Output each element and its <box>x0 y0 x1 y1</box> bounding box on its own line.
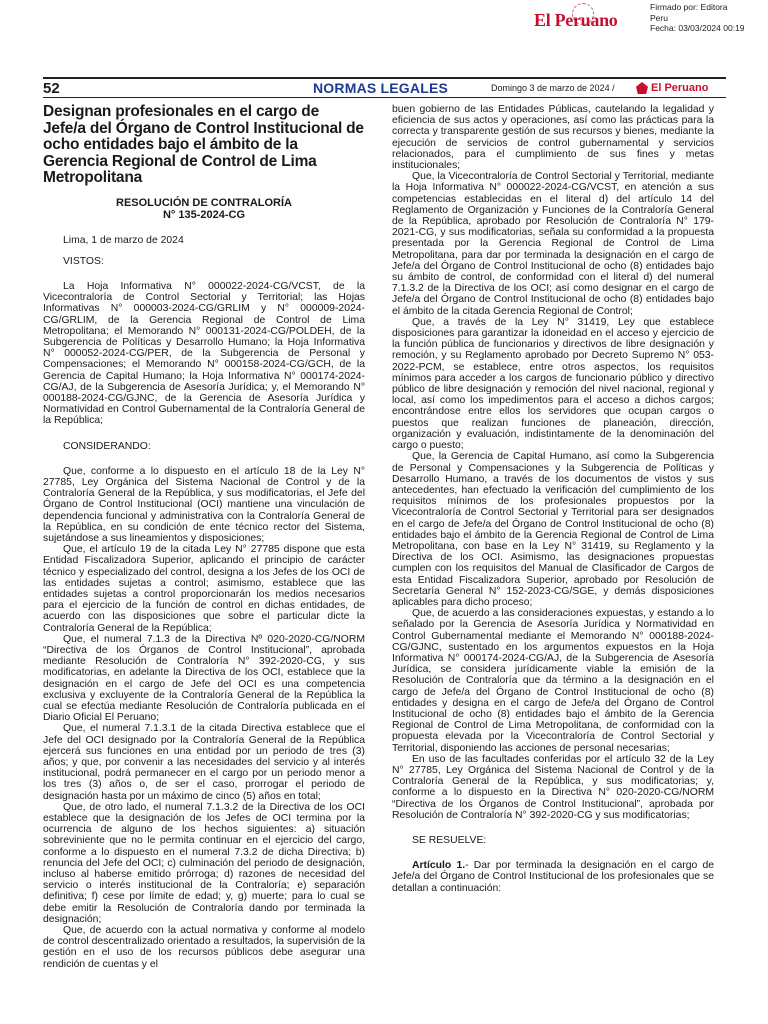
vistos-label: VISTOS: <box>63 255 104 267</box>
paragraph: Que, a través de la Ley N° 31419, Ley que establece disposiciones para garantizar la idoneidad en el acceso y ejercicio de la función pública de funcionarios y directivos de libre designación y remoción, y su Reglamento aprobado por Decreto Supremo N° 053-2022-PCM, se establece, entre otros aspectos, los requisitos mínimos para acceder a los cargos de funcionario público y directivo público de libre designación y remoción del nivel nacional, regional y local, así como los impedimentos para el acceso a dichos cargos; encontrándose entre ellos los servidores que ocupan cargos o puestos que realizan funciones de planeación, dirección, organización y evaluación, indistintamente de la denominación del cargo o puesto; <box>392 316 714 452</box>
signature-text <box>650 2 745 34</box>
right-column <box>392 104 714 894</box>
document-title: Designan profesionales en el cargo de Jefe/a del Órgano de Control Institucional de ocho entidades bajo el ámbito de la Gerencia Regional de Control de Lima Metropolitana <box>43 103 364 186</box>
article-label: Artículo 1. <box>412 860 466 872</box>
paragraph: Que, el numeral 7.1.3.1 de la citada Directiva establece que el Jefe del OCI designado por la Contraloría General de la República ejercerá sus funciones en una entidad por un periodo de tres (3) años; y que, por convenir a las necesidades del servicio y al interés institucional, podrá permanecer en el cargo por un periodo menor a los tres (3) años o, de ser el caso, prorrogar el periodo de designación hasta por un máximo de cinco (5) años en total; <box>43 723 365 802</box>
place-date: Lima, 1 de marzo de 2024 <box>63 234 184 246</box>
paragraph: Que, conforme a lo dispuesto en el artículo 18 de la Ley N° 27785, Ley Orgánica del Sistema Nacional de Control y de la Contraloría General de la República, y sus modificatorias, el Jefe del Órgano de Control Institucional (OCI) mantiene una vinculación de dependencia funcional y administrativa con la Contraloría General de la República, en su condición de ente técnico rector del Sistema, sujetándose a sus lineamientos y disposiciones; <box>43 465 365 544</box>
resolution-number: N° 135-2024-CG <box>162 208 246 221</box>
signature-line: Peru <box>650 12 668 23</box>
paragraph: Que, la Vicecontraloría de Control Sectorial y Territorial, mediante la Hoja Informativa N° 000022-2024-CG/VCST, en atención a sus competencias establecidas en el literal d) del artículo 14 del Reglamento de Organización y Funciones de la Contraloría General de la República, aprobado por Resolución de Contraloría N° 179-2021-CG, y sus modificatorias, señala su conformidad a la propuesta presentada por la Gerencia Regional de Control de Lima Metropolitana, para dar por terminada la designación en el cargo de Jefe/a del Órgano de Control Institucional de ocho (8) entidades bajo su ámbito de control, de conformidad con el literal d) del numeral 7.1.3.2 de la Directiva de los OCI; así como designar en el cargo de Jefe/a del Órgano de Control Institucional de ocho (8) entidades bajo el ámbito de la citada Gerencia Regional de Control; <box>392 171 714 317</box>
paragraph: Que, el artículo 19 de la citada Ley N° 27785 dispone que esta Entidad Fiscalizadora Superior, aplicando el principio de carácter técnico y especializado del control, designa a los Jefes de los OCI de las entidades sujetas a control; asimismo, establece que las entidades sujetas a control proporcionarán los medios necesarios para el ejercicio de la función de control en dichas entidades, de acuerdo con las disposiciones que sobre el particular dicte la Contraloría General de la República; <box>43 544 365 634</box>
paragraph: Que, de otro lado, el numeral 7.1.3.2 de la Directiva de los OCI establece que la designación de los Jefes de OCI termina por la ocurrencia de alguno de los hechos siguientes: a) situación sobreviniente que no le permita continuar en el ejercicio del cargo, conforme a lo dispuesto en el numeral 7.3.2 de dicha Directiva; b) renuncia del Jefe del OCI; c) culminación del periodo de designación, incluso al haberse emitido prórroga; d) razones de necesidad del servicio o interés institucional de la Contraloría; e) separación definitiva; f) cese por límite de edad; y, g) muerte; para lo cual se debe emitir la Resolución de Contraloría dando por terminada la designación; <box>43 801 365 925</box>
considerando-label: CONSIDERANDO: <box>63 440 151 452</box>
header-brand: El Peruano <box>651 82 709 94</box>
paragraph: En uso de las facultades conferidas por el artículo 32 de la Ley N° 27785, Ley Orgánica del Sistema Nacional de Control y de la Contraloría General de la República, y sus modificatorias; y, conforme a lo dispuesto en la Directiva N° 020-2020-CG/NORM “Directiva de los Órganos de Control Institucional”, aprobada por Resolución de Contraloría N° 392-2020-CG y sus modificatorias; <box>392 753 714 821</box>
left-column <box>43 104 365 970</box>
vistos-paragraph: La Hoja Informativa N° 000022-2024-CG/VCST, de la Vicecontraloría de Control Sectorial y Territorial; las Hojas Informativas N° 000003-2024-CG/GRLIM y N° 000009-2024-CG/GRLIM, de la Gerencia Regional de Control de Lima Metropolitana; el Memorando N° 000131-2024-CG/POLDEH, de la Subgerencia de Políticas y Desarrollo Humano; la Hoja Informativa N° 000052-2024-CG/PER, de la Subgerencia de Personal y Compensaciones; el Memorando N° 000158-2024-CG/GCH, de la Gerencia de Capital Humano; la Hoja Informativa N° 000174-2024-CG/AJ, de la Subgerencia de Asesoría Jurídica; y, el Memorando N° 000188-2024-CG/GJNC, de la Gerencia de Asesoría Jurídica y Normatividad en Control Gubernamental de la Contraloría General de la República; <box>43 280 365 427</box>
resolution-title: RESOLUCIÓN DE CONTRALORÍA <box>116 196 292 209</box>
paragraph: Que, de acuerdo a las consideraciones expuestas, y estando a lo señalado por la Gerencia de Asesoría Jurídica y Normatividad en Control Gubernamental mediante el Memorando N° 000188-2024-CG/GJNC, sustentado en los argumentos expuestos en la Hoja Informativa N° 000174-2024-CG/AJ, de la Subgerencia de Asesoría Jurídica, se considera jurídicamente viable la emisión de la Resolución de Contraloría que da término a la designación en el cargo de Jefe/a del Órgano de Control Institucional de ocho (8) entidades y designa en el cargo de Jefe/a del Órgano de Control Institucional de ocho (8) entidades bajo el ámbito de la Gerencia Regional de Control de Lima Metropolitana, de conformidad con la propuesta elevada por la Vicecontraloría de Control Sectorial y Territorial, disponiendo las acciones de personal necesarias; <box>392 608 714 754</box>
paragraph: Que, el numeral 7.1.3 de la Directiva Nº 020-2020-CG/NORM “Directiva de los Órganos de Control Institucional”, aprobada mediante Resolución de Contraloría N° 392-2020-CG, y sus modificatorias, en adelante la Directiva de los OCI, establece que la designación en el cargo de Jefe del OCI es una competencia exclusiva y excluyente de la Contraloría General de la República la cual se efectúa mediante Resolución de Contraloría publicada en el Diario Oficial El Peruano; <box>43 633 365 724</box>
page-header <box>43 77 726 98</box>
signature-line: Fecha: 03/03/2024 00:19 <box>650 23 745 33</box>
article-paragraph <box>392 860 714 894</box>
article-text: - Dar por terminada la designación en el cargo de Jefe/a del Órgano de Control Institucional de los profesionales que se detallan a continuación: <box>392 860 715 894</box>
signature-logo: El Peruano <box>534 10 618 30</box>
section-title: NORMAS LEGALES <box>313 80 449 96</box>
resuelve-label: SE RESUELVE: <box>412 835 487 846</box>
publication-date: Domingo 3 de marzo de 2024 / <box>491 83 615 93</box>
digital-signature <box>534 2 768 42</box>
signature-line: Firmado por: Editora <box>650 2 728 12</box>
paragraph: Que, la Gerencia de Capital Humano, así como la Subgerencia de Personal y Compensaciones y la Subgerencia de Políticas y Desarrollo Humano, a través de los documentos de vistos y sus antecedentes, han efectuado la verificación del cumplimiento de los requisitos mínimos de los profesionales propuestos por la Vicecontraloría de Control Sectorial y Territorial para ser designados en el cargo de Jefe/a del Órgano de Control Institucional de ocho (8) entidades bajo el ámbito de la Gerencia Regional de Control de Lima Metropolitana, con base en la Ley N° 31419, su Reglamento y la Directiva de los OCI. Asimismo, las designaciones propuestas cumplen con los requisitos del Manual de Clasificador de Cargos de esta Entidad Fiscalizadora Superior, aprobado por Resolución de Secretaría General N° 152-2023-CG/SGE, y demás disposiciones aplicables para dicho proceso; <box>392 451 714 608</box>
paragraph: Que, de acuerdo con la actual normativa y conforme al modelo de control descentralizado orientado a resultados, la supervisión de la gestión en el uso de los recursos públicos debe asegurar una rendición de cuentas y el <box>43 925 365 970</box>
paragraph: buen gobierno de las Entidades Públicas, cautelando la legalidad y eficiencia de sus actos y operaciones, así como las prácticas para la correcta y transparente gestión de sus recursos y bienes, mediante la ejecución de servicios de control gubernamental y servicios relacionados, para el cumplimiento de sus fines y metas institucionales; <box>392 104 714 172</box>
el-peruano-logo-icon <box>636 82 648 94</box>
page-number: 52 <box>43 80 60 97</box>
